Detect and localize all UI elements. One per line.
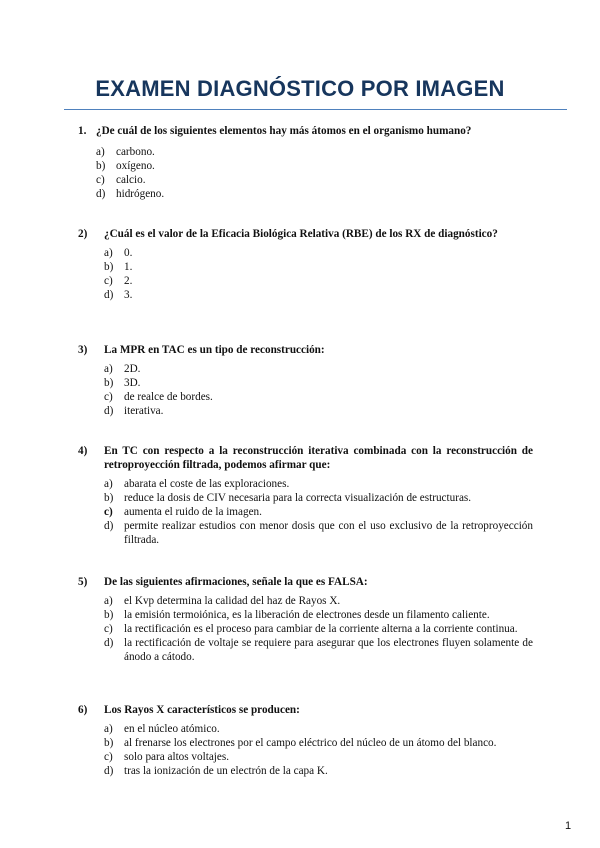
option-letter: d) [104, 289, 114, 301]
option-letter: d) [104, 520, 114, 532]
question-number: 2) [78, 228, 88, 240]
question-text: La MPR en TAC es un tipo de reconstrucción: [104, 344, 325, 356]
option-letter: a) [96, 146, 105, 158]
option-text: reduce la dosis de CIV necesaria para la correcta visualización de estructuras. [124, 492, 472, 504]
question-header [78, 124, 533, 138]
option-d [104, 519, 533, 547]
option-text: hidrógeno. [116, 188, 165, 200]
option-text: aumenta el ruido de la imagen. [124, 506, 262, 518]
option-text: la emisión termoiónica, es la liberación de electrones desde un filamento caliente. [124, 609, 490, 621]
option-b [104, 608, 533, 622]
question-header [78, 575, 533, 589]
option-text: carbono. [116, 146, 155, 158]
options-list [104, 362, 533, 418]
question-6 [78, 703, 533, 778]
option-text: de realce de bordes. [124, 391, 213, 403]
question-1 [78, 124, 533, 201]
question-header [78, 343, 533, 357]
question-header [78, 444, 533, 472]
option-letter: a) [104, 247, 113, 259]
question-header [78, 703, 533, 717]
option-text: 0. [124, 247, 133, 259]
question-5 [78, 575, 533, 664]
option-letter: b) [104, 261, 114, 273]
option-letter: a) [104, 595, 113, 607]
page-title: EXAMEN DIAGNÓSTICO POR IMAGEN [95, 76, 505, 101]
option-letter: d) [104, 765, 114, 777]
option-b [104, 260, 533, 274]
option-text: 2D. [124, 363, 141, 375]
option-text: en el núcleo atómico. [124, 723, 220, 735]
option-text: 1. [124, 261, 133, 273]
options-list [104, 722, 533, 778]
options-list [104, 594, 533, 664]
question-4 [78, 444, 533, 547]
option-text: calcio. [116, 174, 146, 186]
option-text: oxígeno. [116, 160, 155, 172]
question-text: ¿Cuál es el valor de la Eficacia Biológica Relativa (RBE) de los RX de diagnóstico? [104, 228, 498, 240]
option-letter: b) [104, 492, 114, 504]
option-d [104, 288, 533, 302]
option-c [104, 750, 533, 764]
option-text: permite realizar estudios con menor dosis que con el uso exclusivo de la retroproyección filtrada. [124, 520, 533, 546]
option-c [104, 505, 533, 519]
question-number: 1. [78, 125, 87, 137]
option-letter: d) [96, 188, 106, 200]
question-text: De las siguientes afirmaciones, señale la que es FALSA: [104, 576, 368, 588]
option-a [104, 477, 533, 491]
option-d [104, 404, 533, 418]
option-letter: c) [96, 174, 105, 186]
option-b [104, 736, 533, 750]
question-3 [78, 343, 533, 418]
option-letter: a) [104, 478, 113, 490]
option-d [96, 187, 533, 201]
option-a [104, 362, 533, 376]
option-b [104, 376, 533, 390]
option-letter: b) [96, 160, 106, 172]
question-number: 3) [78, 344, 88, 356]
question-text: ¿De cuál de los siguientes elementos hay más átomos en el organismo humano? [96, 125, 472, 137]
option-a [104, 246, 533, 260]
option-d [104, 636, 533, 664]
question-text: Los Rayos X característicos se producen: [104, 704, 300, 716]
options-list [104, 246, 533, 302]
option-text: tras la ionización de un electrón de la capa K. [124, 765, 328, 777]
question-number: 4) [78, 445, 88, 457]
option-letter: c) [104, 751, 113, 763]
option-a [104, 594, 533, 608]
option-letter: b) [104, 609, 114, 621]
option-d [104, 764, 533, 778]
option-a [104, 722, 533, 736]
option-letter: b) [104, 377, 114, 389]
option-text: la rectificación es el proceso para cambiar de la corriente alterna a la corriente continua. [124, 623, 518, 635]
question-text: En TC con respecto a la reconstrucción iterativa combinada con la reconstrucción de retroproyección filtrada, podemos afirmar que: [104, 445, 533, 471]
question-number: 6) [78, 704, 88, 716]
option-c [96, 173, 533, 187]
question-header [78, 227, 533, 241]
option-c [104, 622, 533, 636]
option-letter: c) [104, 391, 113, 403]
option-text: al frenarse los electrones por el campo eléctrico del núcleo de un átomo del blanco. [124, 737, 497, 749]
option-a [96, 145, 533, 159]
question-2 [78, 227, 533, 302]
option-letter: c) [104, 623, 113, 635]
option-c [104, 390, 533, 404]
option-c [104, 274, 533, 288]
option-letter: b) [104, 737, 114, 749]
option-letter: c) [104, 506, 113, 518]
option-text: 3. [124, 289, 133, 301]
option-text: iterativa. [124, 405, 164, 417]
option-text: la rectificación de voltaje se requiere para asegurar que los electrones fluyen solamente de ánodo a cátodo. [124, 637, 533, 663]
option-text: 3D. [124, 377, 141, 389]
option-b [104, 491, 533, 505]
page-number: 1 [565, 820, 572, 832]
option-letter: c) [104, 275, 113, 287]
question-number: 5) [78, 576, 88, 588]
option-text: abarata el coste de las exploraciones. [124, 478, 290, 490]
option-letter: d) [104, 637, 114, 649]
option-letter: a) [104, 723, 113, 735]
option-text: el Kvp determina la calidad del haz de Rayos X. [124, 595, 341, 607]
options-list [96, 145, 533, 201]
title-divider [64, 109, 567, 110]
option-letter: d) [104, 405, 114, 417]
options-list [104, 477, 533, 547]
option-text: solo para altos voltajes. [124, 751, 230, 763]
option-text: 2. [124, 275, 133, 287]
option-letter: a) [104, 363, 113, 375]
option-b [96, 159, 533, 173]
